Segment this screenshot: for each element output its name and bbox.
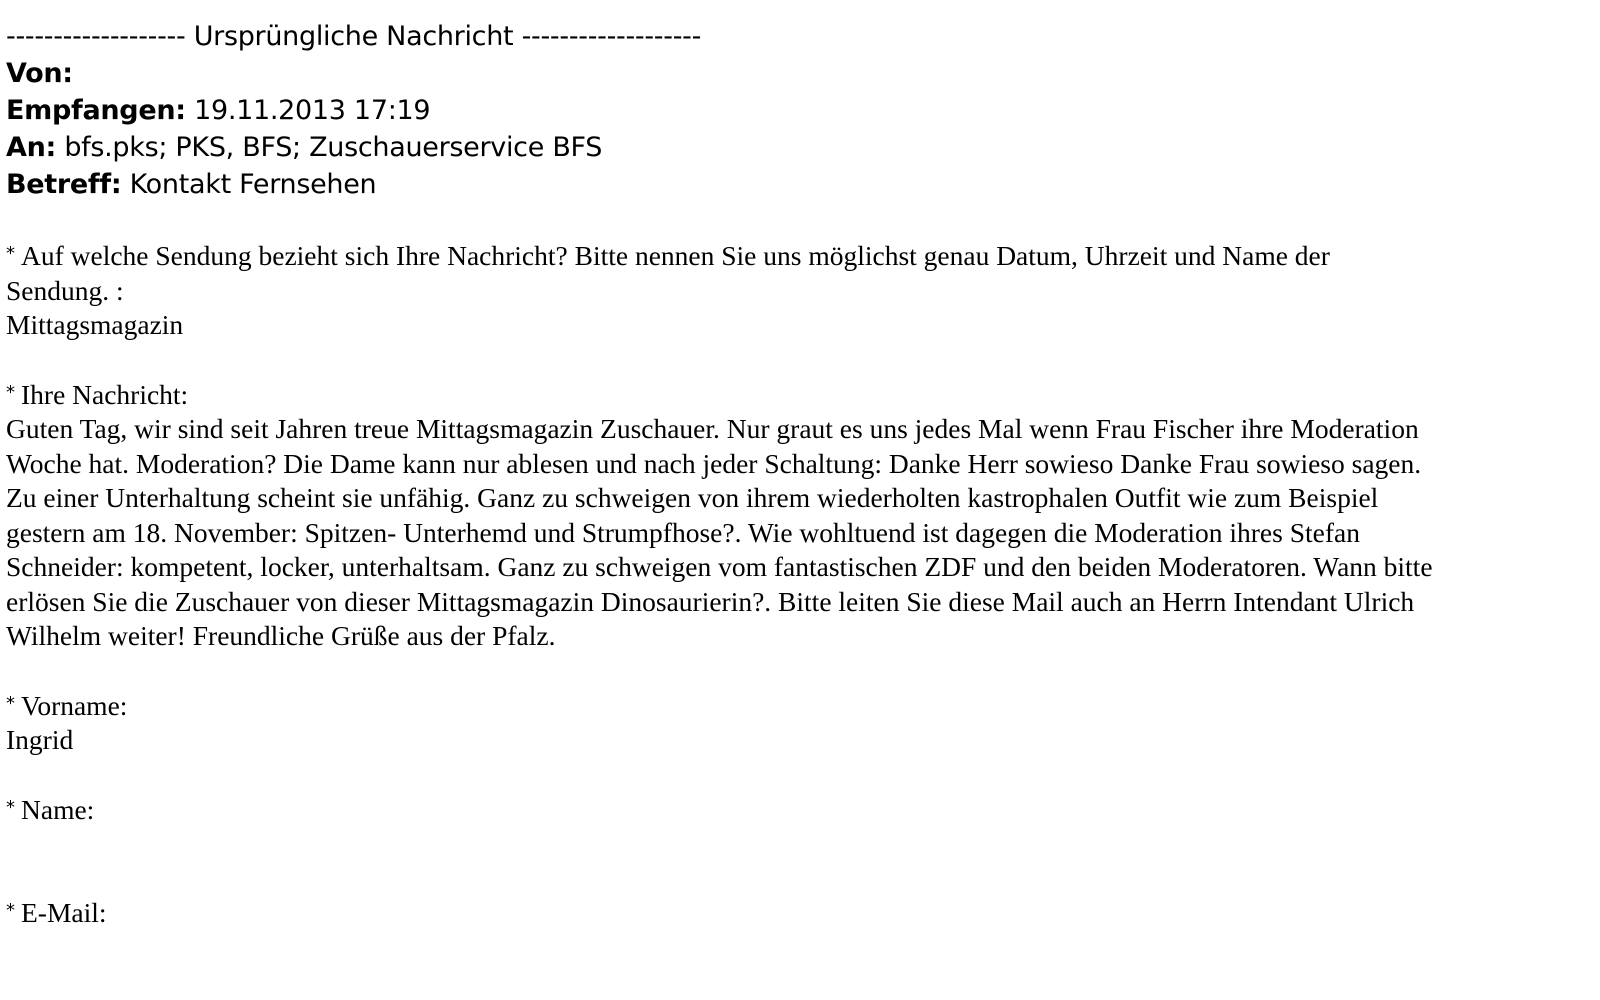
field-nachricht-label-text: Ihre Nachricht: xyxy=(21,378,189,410)
field-sendung-label-line: Sendung. : xyxy=(6,274,124,306)
header-from-row xyxy=(6,55,1594,92)
field-vorname-value: Ingrid xyxy=(6,724,74,755)
field-name-label-text: Name: xyxy=(21,793,95,825)
message-line: Woche hat. Moderation? Die Dame kann nur ablesen und nach jeder Schaltung: Danke Herr sowieso Danke Frau sowieso sagen. xyxy=(6,447,1422,479)
message-line: erlösen Sie die Zuschauer von dieser Mittagsmagazin Dinosaurierin?. Bitte leiten Sie diese Mail auch an Herrn Intendant Ulrich xyxy=(6,585,1415,617)
message-line: Wilhelm weiter! Freundliche Grüße aus der Pfalz. xyxy=(6,620,556,651)
required-star-icon: * xyxy=(6,381,15,403)
required-star-icon: * xyxy=(6,243,15,264)
field-email-value xyxy=(6,931,1594,965)
message-line: Schneider: kompetent, locker, unterhaltsam. Ganz zu schweigen vom fantastischen ZDF und den beiden Moderatoren. Wann bitte xyxy=(6,551,1433,582)
field-email-label xyxy=(6,894,1594,931)
field-nachricht-label xyxy=(6,376,1594,413)
field-sendung xyxy=(6,237,1594,343)
field-vorname-label-text: Vorname: xyxy=(21,689,128,721)
subject-value: Kontakt Fernsehen xyxy=(129,169,377,200)
received-label: Empfangen: xyxy=(6,95,186,126)
field-name-value xyxy=(6,827,1594,861)
required-star-icon: * xyxy=(6,796,15,818)
field-sendung-label xyxy=(6,237,1594,308)
required-star-icon: * xyxy=(6,900,15,921)
field-sendung-label-line: Auf welche Sendung bezieht sich Ihre Nachricht? Bitte nennen Sie uns möglichst genau Datum, Uhrzeit und Name der xyxy=(21,240,1330,271)
field-email xyxy=(6,894,1594,965)
field-email-label-text: E-Mail: xyxy=(21,897,107,928)
from-label: Von: xyxy=(6,58,73,89)
message-line: Guten Tag, wir sind seit Jahren treue Mittagsmagazin Zuschauer. Nur graut es uns jedes Mal wenn Frau Fischer ihre Moderation xyxy=(6,413,1419,444)
subject-label: Betreff: xyxy=(6,169,122,200)
header-subject-row xyxy=(6,166,1594,203)
field-name-label xyxy=(6,791,1594,828)
email-document xyxy=(6,18,1594,965)
form-fields xyxy=(6,237,1594,965)
received-value: 19.11.2013 17:19 xyxy=(194,95,431,126)
message-line: Zu einer Unterhaltung scheint sie unfähig. Ganz zu schweigen von ihrem wiederholten kastrophalen Outfit wie zum Beispiel xyxy=(6,482,1379,513)
field-vorname-label xyxy=(6,687,1594,724)
header-received-row xyxy=(6,92,1594,129)
required-star-icon: * xyxy=(6,692,15,714)
email-header xyxy=(6,18,1594,203)
message-line: gestern am 18. November: Spitzen- Unterhemd und Strumpfhose?. Wie wohltuend ist dagegen die Moderation ihres Stefan xyxy=(6,516,1360,548)
to-label: An: xyxy=(6,132,57,163)
field-name xyxy=(6,791,1594,862)
field-vorname xyxy=(6,687,1594,758)
field-nachricht xyxy=(6,376,1594,654)
field-nachricht-value xyxy=(6,412,1594,654)
original-message-separator: ------------------- Ursprüngliche Nachricht ------------------- xyxy=(6,21,702,52)
header-to-row xyxy=(6,129,1594,166)
to-value: bfs.pks; PKS, BFS; Zuschauerservice BFS xyxy=(64,132,603,163)
field-sendung-value: Mittagsmagazin xyxy=(6,309,184,340)
